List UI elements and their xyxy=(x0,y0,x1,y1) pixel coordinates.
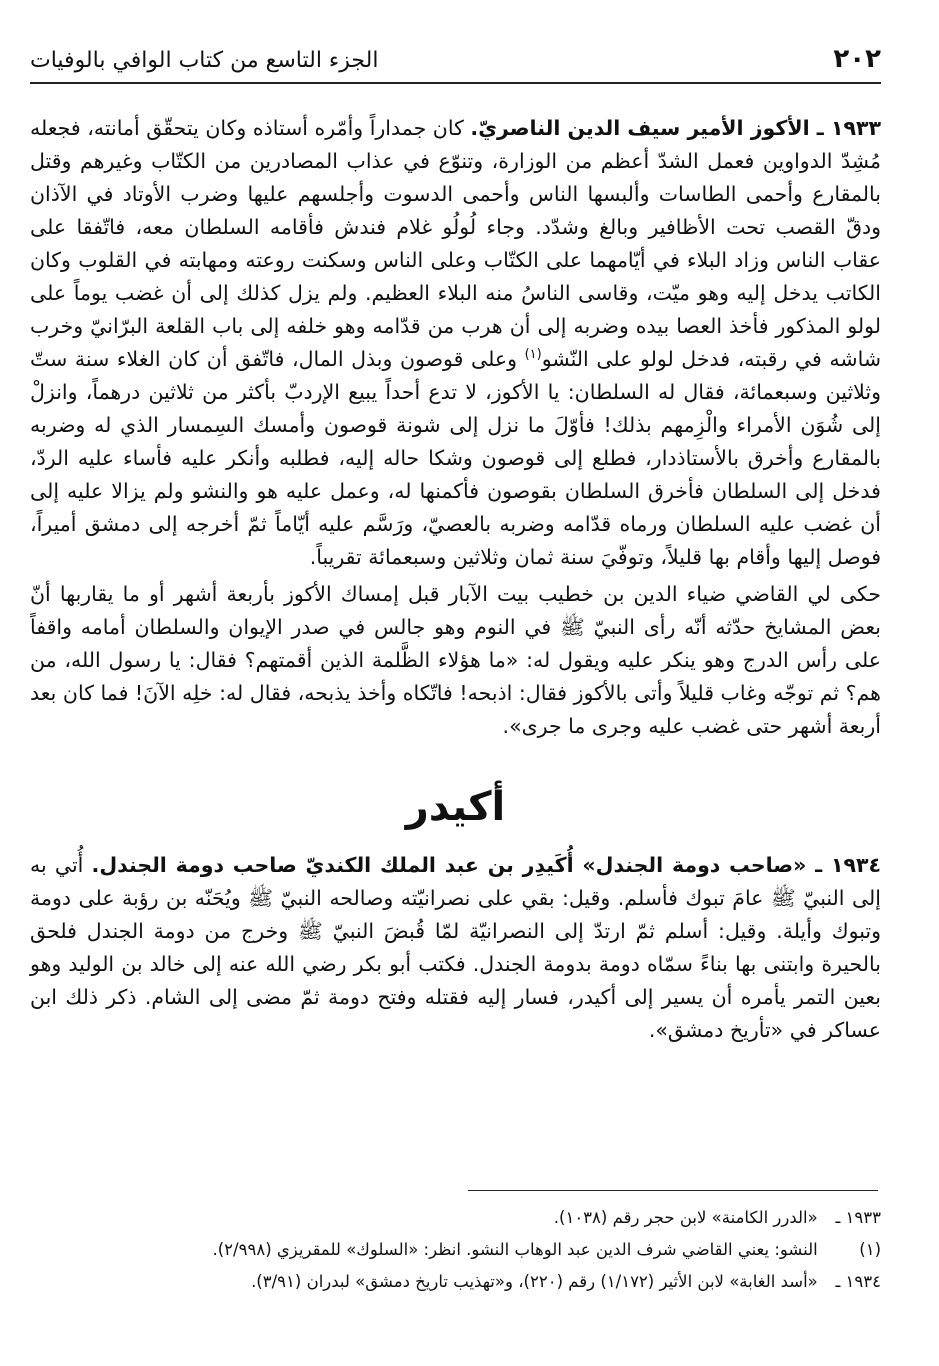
footnotes xyxy=(30,1202,881,1298)
running-title: الجزء التاسع من كتاب الوافي بالوفيات xyxy=(30,48,379,73)
footnote-1934 xyxy=(30,1266,881,1298)
entry-1933-title: ١٩٣٣ ـ الأكوز الأمير سيف الدين الناصريّ. xyxy=(470,116,881,140)
entry-1933-anecdote-paragraph: حكى لي القاضي ضياء الدين بن خطيب بيت الآبار قبل إمساك الأكوز بأربعة أشهر أو ما يقاربها أنّ بعض المشايخ حدّثه أنّه رأى النبيّ ﷺ في النوم وهو جالس في صدر الإيوان والسلطان أمامه واقفاً على رأس الدرج وهو ينكر عليه ويقول له: «ما هؤلاء الظَّلمة الذين أقمتهم؟ فقال: يا رسول الله، من هم؟ ثم توجّه وغاب قليلاً وأتى بالأكوز فقال: اذبحه! فاتّكاه وأخذ يذبحه، فقال له: خلِه الآنَ! فما كان بعد أربعة أشهر حتى غضب عليه وجرى ما جرى». xyxy=(30,582,881,738)
entry-1933-text-part-2: وعلى قوصون وبذل المال، فاتّفق أن كان الغلاء سنة ستّ وثلاثين وسبعمائة، فقال له السلطان: يا الأكوز، لا تدع أحداً يبيع الإردبّ بأكثر من ثلاثين درهماً، وانزلْ إلى شُوَن الأمراء والْزِمهم بذلك! فأوّلَ ما نزل إلى شونة قوصون وأمسك السِمسار الذي له وضربه بالمقارع وأخرق بالأستاذدار، فطلع إلى قوصون وشكا حاله إليه، فطلبه وأنكر عليه فأساء عليه الردّ، فدخل إلى السلطان فأخرق السلطان بقوصون فأكمنها له، وعمل عليه هو والنشو ولم يزالا عليه إلى أن غضب عليه السلطان ورماه قدّامه وضربه بالعصيّ، ورَسَّم عليه أيّاماً ثمّ أخرجه إلى دمشق أميراً، فوصل إليها وأقام بها قليلاً، وتوفّيَ سنة ثمان وثلاثين وسبعمائة تقريباً. xyxy=(30,347,881,569)
footnote-1 xyxy=(30,1234,881,1266)
main-text xyxy=(30,112,881,1047)
entry-1934-text: أُتي به إلى النبيّ ﷺ عامَ تبوك فأسلم. وقيل: بقي على نصرانيّته وصالحه النبيّ ﷺ ويُحَنّه بن رؤبة على دومة وتبوك وأيلة. وقيل: أسلم ثمّ ارتدّ إلى النصرانيّة لمّا قُبضَ النبيّ ﷺ وخرج من دومة الجندل فلحق بالحيرة وابتنى بها بناءً سمّاه دومة بدومة الجندل. فكتب أبو بكر رضي الله عنه إلى خالد بن الوليد وهو بعين التمر يأمره أن يسير إلى أكيدر، فسار إليه فقتله وفتح دومة ثمّ مضى إلى الشام. ذكر ذلك ابن عساكر في «تأريخ دمشق». xyxy=(30,853,881,1042)
page-number: ٢٠٢ xyxy=(833,44,881,74)
section-heading: أكيدر xyxy=(405,784,506,830)
entry-1933-paragraph xyxy=(30,112,881,574)
footnote-text: النشو: يعني القاضي شرف الدين عبد الوهاب النشو. انظر: «السلوك» للمقريزي (٢/٩٩٨). xyxy=(212,1240,818,1259)
footnote-divider xyxy=(468,1190,878,1191)
entry-1933-text-part-1: كان جمداراً وأمّره أستاذه وكان يتحقّق أمانته، فجعله مُشِدّ الدواوين فعمل الشدّ أعظم من الوزارة، وتنوّع في عذاب المصادرين من الكتّاب وغيرهم وقتل بالمقارع وأحمى الطاسات وألبسها الناس وأحمى الدسوت وأجلسهم عليها وضرب الأوتاد في الآذان ودقّ القصب تحت الأظافير وبالغ وشدّد. وجاء لُولُو غلام فندش فأقامه السلطان معه، فاتّفقا على عقاب الناس وزاد البلاء في أيّامهما على الكتّاب وعلى الناس وسكنت روعته ومهابته في القلوب وكان الكاتب يدخل إليه وهو ميّت، وقاسى الناسُ منه البلاء العظيم. ولم يزل كذلك إلى أن غضب يوماً على لولو المذكور فأخذ العصا بيده وضربه إلى أن هرب من قدّامه وهو خلفه إلى باب القلعة البرّانيّ وخرب شاشه في رقبته، فدخل لولو على النّشو xyxy=(30,116,881,371)
page-header xyxy=(30,32,881,84)
footnote-text: «الدرر الكامنة» لابن حجر رقم (١٠٣٨). xyxy=(553,1208,818,1227)
entry-1934-paragraph xyxy=(30,849,881,1047)
footnote-marker: ١٩٣٤ ـ xyxy=(835,1272,881,1291)
footnote-reference-1[interactable]: (١) xyxy=(524,347,542,363)
footnote-1933 xyxy=(30,1202,881,1234)
footnote-text: «أسد الغابة» لابن الأثير (١/١٧٢) رقم (٢٢٠)، و«تهذيب تاريخ دمشق» لبدران (٣/٩١). xyxy=(251,1272,818,1291)
footnote-marker: ١٩٣٣ ـ xyxy=(835,1208,881,1227)
footnote-marker: (١) xyxy=(859,1240,881,1259)
entry-1934-title: ١٩٣٤ ـ «صاحب دومة الجندل» أُكَيدِر بن عبد الملك الكنديّ صاحب دومة الجندل. xyxy=(91,853,881,877)
